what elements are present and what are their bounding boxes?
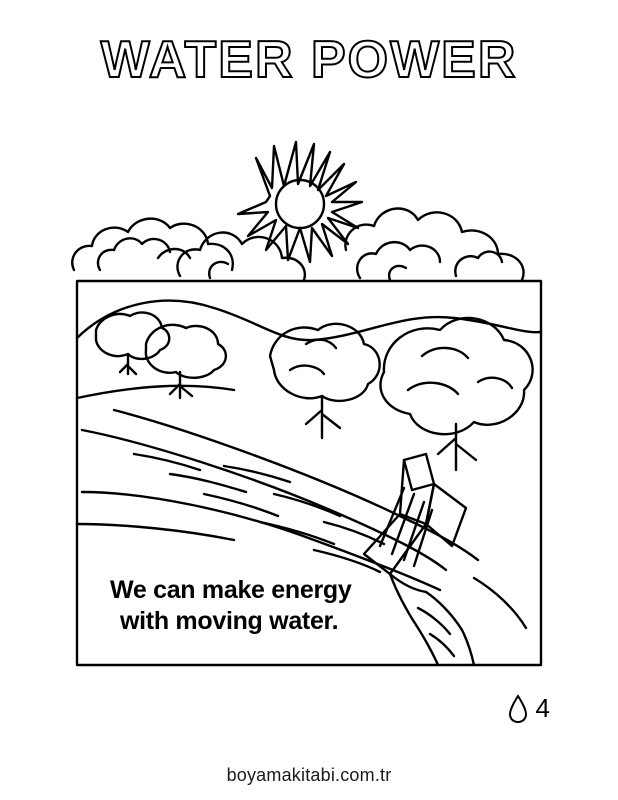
caption-line-1: We can make energy	[110, 576, 352, 604]
water-drop-icon	[507, 694, 529, 724]
river-icon	[82, 410, 478, 590]
footer-site-url: boyamakitabi.com.tr	[226, 765, 392, 785]
tree-icon-center	[270, 324, 380, 438]
cloud-icon-center	[177, 233, 304, 280]
page-number-text: 4	[535, 693, 550, 723]
page-title: WATER POWER	[100, 31, 518, 89]
cloud-icon-right	[345, 209, 523, 280]
tree-icon-far-left	[96, 312, 169, 374]
caption-line-2: with moving water.	[120, 607, 339, 636]
cloud-icon-left	[72, 219, 233, 270]
page-number	[507, 693, 550, 724]
sun-icon	[238, 142, 362, 262]
caption	[110, 575, 440, 638]
tree-icon-right	[380, 318, 532, 470]
